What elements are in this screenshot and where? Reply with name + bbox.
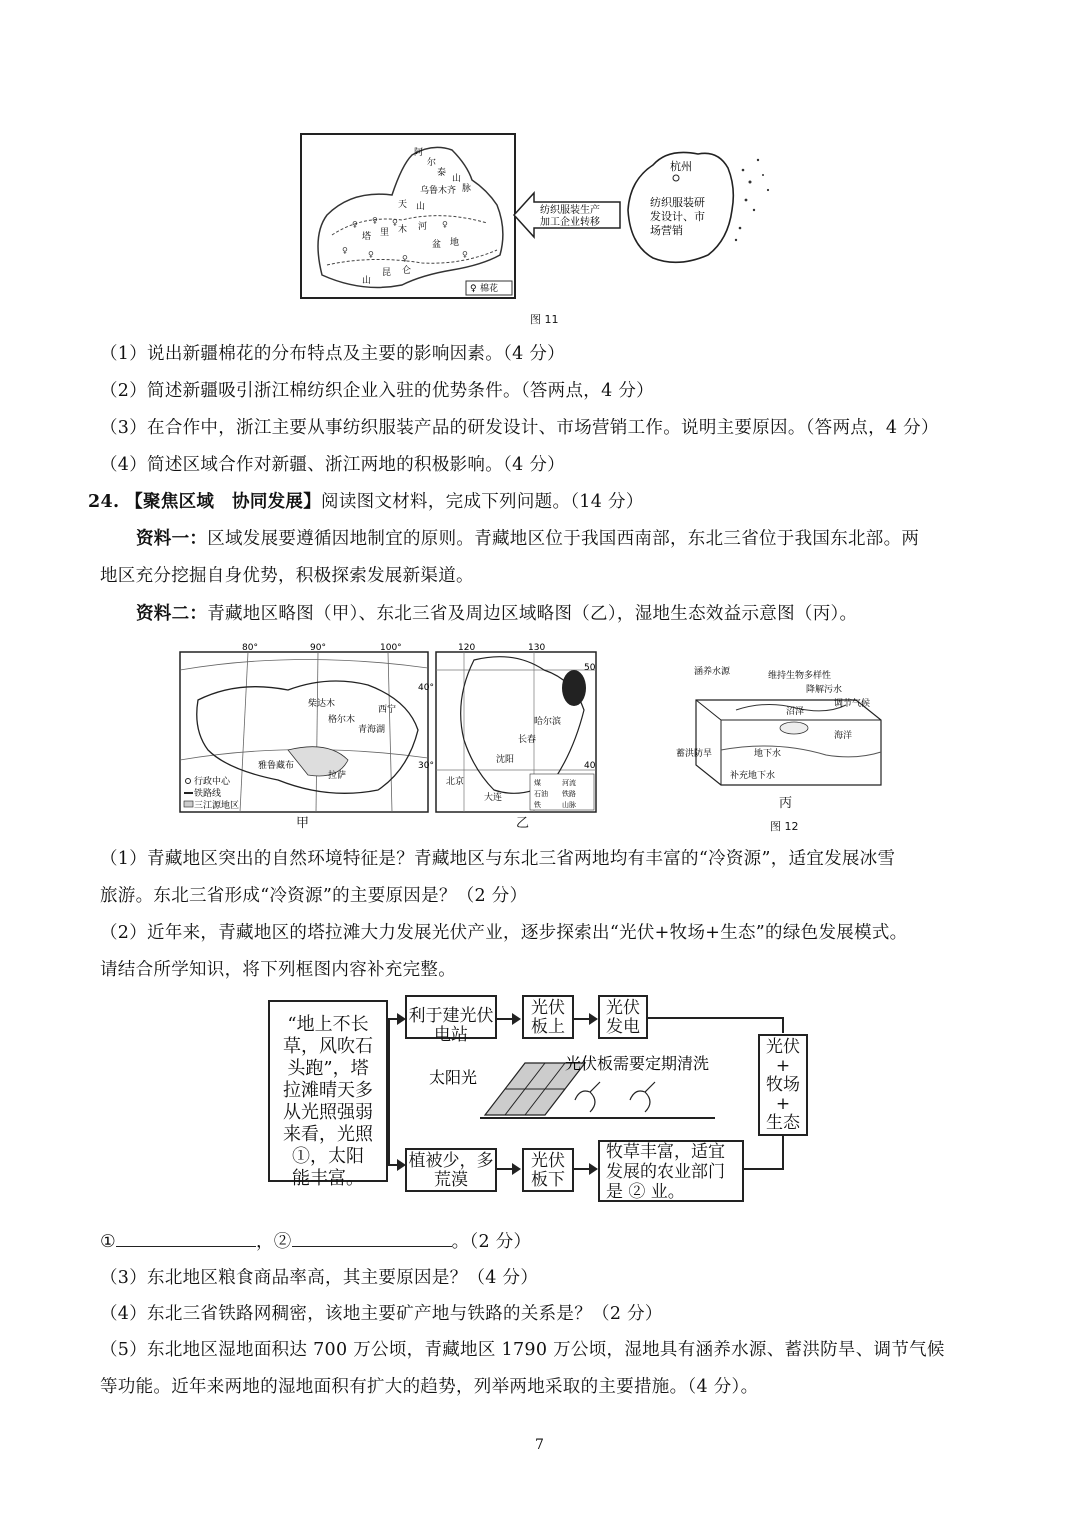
- legend-river: 河流: [562, 779, 576, 787]
- map-label: 阿: [414, 148, 424, 158]
- connector-bottom: [744, 1168, 784, 1170]
- q24-intro: 阅读图文材料，完成下列问题。（14 分）: [321, 492, 644, 512]
- material-2-text: 青藏地区略图（甲）、东北三省及周边区域略图（乙），湿地生态效益示意图（丙）。: [207, 604, 858, 624]
- flow-left-line: 草，风吹石: [283, 1036, 373, 1057]
- sub1-line2: 旅游。东北三省形成“冷资源”的主要原因是？（2 分）: [100, 886, 528, 906]
- map-label: 泰: [437, 168, 447, 178]
- lon-tick: 130: [528, 643, 546, 653]
- q24-title: 【聚焦区域 协同发展】: [125, 492, 322, 512]
- fig12-caption: 图 12: [770, 820, 799, 833]
- place-lhasa: 拉萨: [328, 771, 347, 781]
- svg-text:♀: ♀: [342, 246, 348, 255]
- sub2-line1: （2）近年来，青藏地区的塔拉滩大力发展光伏产业，逐步探索出“光伏+牧场+生态”的绿色发展模式。: [100, 923, 908, 943]
- solar-panel-svg: [425, 1045, 755, 1125]
- jia-label: 甲: [296, 816, 310, 831]
- flow-top2-text: 光伏板上: [531, 998, 565, 1037]
- material-1-label: 资料一：: [136, 529, 208, 549]
- lon-tick: 120: [458, 643, 476, 653]
- flow-bot2: [522, 1148, 574, 1192]
- arrow-text-2: 加工企业转移: [540, 217, 600, 228]
- arrow: [574, 1018, 596, 1020]
- label-biodiversity: 维持生物多样性: [768, 671, 832, 681]
- label-water-conservation: 涵养水源: [694, 667, 731, 677]
- flow-top3: [598, 995, 648, 1039]
- arrow: [388, 1164, 404, 1166]
- svg-text:♀: ♀: [372, 216, 378, 225]
- yi-label: 乙: [516, 816, 530, 831]
- legend-railway: 铁路线: [194, 789, 222, 799]
- q24-number: 24.: [88, 492, 120, 512]
- map-label: 山: [416, 202, 426, 212]
- legend-railway: 铁路: [562, 790, 576, 798]
- place-qaidam: 柴达木: [308, 699, 336, 709]
- svg-text:♀: ♀: [352, 220, 358, 229]
- label-sewage: 降解污水: [806, 685, 843, 695]
- blank-1-marker: ①: [100, 1232, 116, 1252]
- legend-cotton: 棉花: [480, 284, 499, 294]
- map-label: 河: [418, 222, 428, 232]
- q23-2: （2）简述新疆吸引浙江棉纺织企业入驻的优势条件。（答两点，4 分）: [100, 381, 654, 401]
- flow-bot1: [405, 1148, 497, 1192]
- connector-top-down: [782, 1017, 784, 1033]
- map-label: 昆: [382, 268, 392, 278]
- map-label: 天: [398, 200, 408, 210]
- material-2-label: 资料二：: [136, 604, 208, 624]
- map-label: 山: [362, 276, 372, 286]
- flow-top1-text: 利于建光伏电站: [408, 1006, 494, 1045]
- sun-label: 太阳光: [429, 1068, 478, 1087]
- map-label: 乌鲁木齐: [420, 186, 457, 196]
- flow-right-line: 生态: [766, 1113, 800, 1133]
- transfer-arrow: [512, 190, 622, 240]
- place-shenyang: 沈阳: [496, 755, 515, 765]
- svg-text:♀: ♀: [402, 254, 408, 263]
- map-label: 塔: [362, 232, 372, 242]
- zhejiang-map: [618, 140, 788, 270]
- place-harbin: 哈尔滨: [534, 717, 562, 727]
- flow-top3-text: 光伏发电: [606, 998, 640, 1037]
- sub2-line2: 请结合所学知识，将下列框图内容补充完整。: [100, 960, 456, 980]
- blank-end: 。（2 分）: [451, 1232, 532, 1252]
- svg-text:♀: ♀: [392, 218, 398, 227]
- q23-4: （4）简述区域合作对新疆、浙江两地的积极影响。（4 分）: [100, 455, 565, 475]
- fig11-caption: 图 11: [530, 313, 559, 326]
- arrow: [574, 1168, 596, 1170]
- material-1-line2: 地区充分挖掘自身优势，积极探索发展新渠道。: [100, 566, 474, 586]
- arrow: [497, 1018, 519, 1020]
- flow-left-line: 头跑”，塔: [287, 1058, 369, 1079]
- bing-label: 丙: [779, 796, 793, 811]
- connector-left: [388, 1018, 390, 1164]
- flow-bot3: [598, 1140, 744, 1202]
- map-label: 尔: [427, 158, 437, 168]
- flow-left-line: ①，太阳: [292, 1146, 364, 1167]
- city-hangzhou: 杭州: [670, 160, 692, 173]
- answer-blank-2[interactable]: [292, 1228, 452, 1247]
- sub5-line1: （5）东北地区湿地面积达 700 万公顷，青藏地区 1790 万公顷，湿地具有涵养水源、蓄洪防旱、调节气候: [100, 1340, 945, 1360]
- map-label: 脉: [462, 184, 472, 194]
- zj-text-1: 纺织服装研: [650, 196, 705, 209]
- label-flood: 蓄洪防旱: [676, 749, 713, 759]
- wetland-diagram-svg: [676, 660, 896, 800]
- flow-top2: [522, 995, 574, 1039]
- label-groundwater: 地下水: [754, 749, 782, 759]
- connector-top: [648, 1017, 783, 1019]
- material-2: [136, 600, 857, 625]
- label-climate: 调节气候: [834, 699, 871, 709]
- place-dalian: 大连: [484, 793, 503, 803]
- transfer-arrow-svg: [512, 190, 622, 240]
- flow-top1: [405, 995, 497, 1045]
- flow-left-line: 从光照强弱: [283, 1102, 373, 1123]
- flow-bot1-text: 植被少，多荒漠: [408, 1151, 494, 1190]
- sub3: （3）东北地区粮食商品率高，其主要原因是？（4 分）: [100, 1268, 539, 1288]
- map-label: 仑: [402, 266, 412, 276]
- zhejiang-map-svg: [618, 140, 788, 270]
- flow-left-line: 拉滩晴天多: [283, 1080, 373, 1101]
- place-xining: 西宁: [378, 705, 397, 715]
- lon-tick: 80°: [242, 643, 258, 653]
- legend-sanjiangyuan: 三江源地区: [194, 801, 240, 811]
- place-beijing: 北京: [446, 777, 465, 787]
- flow-left-line: “地上不长: [287, 1014, 369, 1035]
- answer-blank-1[interactable]: [116, 1228, 256, 1247]
- flow-left-line: 来看，光照: [283, 1124, 373, 1145]
- flow-bot3-line: 牧草丰富，适宜: [606, 1142, 725, 1162]
- map-label: 地: [450, 238, 460, 248]
- lat-tick: 30°: [418, 761, 434, 771]
- map-yi: [434, 640, 602, 820]
- place-qinghai-lake: 青海湖: [358, 725, 386, 735]
- flow-right-line: +: [775, 1094, 791, 1114]
- zj-text-3: 场营销: [650, 224, 683, 237]
- sub5-line2: 等功能。近年来两地的湿地面积有扩大的趋势，列举两地采取的主要措施。（4 分）。: [100, 1377, 759, 1397]
- svg-text:♀: ♀: [470, 284, 477, 294]
- flow-bot2-text: 光伏板下: [531, 1151, 565, 1190]
- svg-text:♀: ♀: [462, 250, 468, 259]
- panel-label: 光伏板需要定期清洗: [565, 1054, 710, 1073]
- place-changchun: 长春: [518, 735, 537, 745]
- solar-panel-illustration: [425, 1045, 755, 1125]
- arrow: [497, 1168, 519, 1170]
- flow-right-line: 牧场: [766, 1075, 800, 1095]
- label-marsh: 沼泽: [786, 707, 805, 717]
- label-ocean: 海洋: [834, 731, 853, 741]
- place-yarlung: 雅鲁藏布: [258, 761, 295, 771]
- material-1-line1: [136, 525, 919, 550]
- legend-iron: 铁: [534, 801, 541, 809]
- arrow: [388, 1018, 404, 1020]
- svg-text:♀: ♀: [368, 250, 374, 259]
- lat-tick: 50: [584, 663, 596, 673]
- zj-text-2: 发设计、市: [650, 210, 705, 223]
- flow-bot3-line: 是 ② 业。: [606, 1182, 685, 1202]
- map-label: 盆: [432, 240, 442, 250]
- lon-tick: 100°: [380, 643, 402, 653]
- legend-mountain: 山脉: [562, 801, 576, 809]
- flow-left-line: 能丰富。: [292, 1168, 364, 1189]
- lon-tick: 90°: [310, 643, 326, 653]
- blank-2-marker: ，②: [256, 1232, 292, 1252]
- place-golmud: 格尔木: [328, 715, 356, 725]
- q23-1: （1）说出新疆棉花的分布特点及主要的影响因素。（4 分）: [100, 344, 565, 364]
- map-label: 木: [398, 225, 408, 235]
- flow-right-line: +: [775, 1056, 791, 1076]
- lat-tick: 40°: [418, 683, 434, 693]
- arrow-text-1: 纺织服装生产: [540, 205, 600, 216]
- label-recharge: 补充地下水: [730, 771, 776, 781]
- wetland-diagram: [676, 660, 896, 800]
- map-jia-svg: [178, 640, 434, 820]
- xinjiang-map-svg: [302, 135, 514, 297]
- flow-right-line: 光伏: [766, 1037, 800, 1057]
- legend-oil: 石油: [534, 790, 548, 798]
- legend-coal: 煤: [534, 779, 541, 787]
- map-jia: [178, 640, 434, 820]
- answer-blanks: [100, 1228, 531, 1253]
- xinjiang-map: [300, 133, 516, 299]
- page-number: 7: [535, 1437, 544, 1453]
- flow-left-box: [268, 1000, 388, 1189]
- map-label: 里: [380, 228, 390, 238]
- map-yi-svg: [434, 640, 602, 820]
- material-1-text: 区域发展要遵循因地制宜的原则。青藏地区位于我国西南部，东北三省位于我国东北部。两: [207, 529, 920, 549]
- svg-text:♀: ♀: [442, 220, 448, 229]
- lat-tick: 40: [584, 761, 596, 771]
- q23-3: （3）在合作中，浙江主要从事纺织服装产品的研发设计、市场营销工作。说明主要原因。（答两点，4 分）: [100, 418, 939, 438]
- legend-admin: 行政中心: [194, 777, 231, 787]
- sub4: （4）东北三省铁路网稠密，该地主要矿产地与铁路的关系是？（2 分）: [100, 1304, 663, 1324]
- flow-right-box: [758, 1034, 808, 1136]
- q24-heading: [88, 488, 644, 513]
- flow-bot3-line: 发展的农业部门: [606, 1162, 725, 1182]
- sub1-line1: （1）青藏地区突出的自然环境特征是？青藏地区与东北三省两地均有丰富的“冷资源”，适宜发展冰雪: [100, 849, 896, 869]
- connector-bottom-up: [782, 1136, 784, 1170]
- map-label: 山: [452, 174, 462, 184]
